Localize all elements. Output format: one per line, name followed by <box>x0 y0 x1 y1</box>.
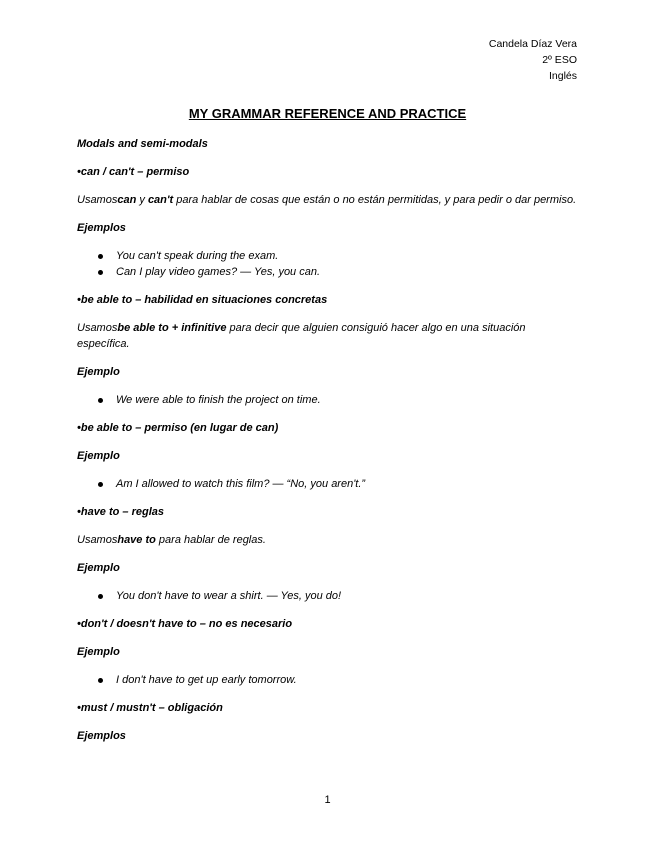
label-example: Ejemplo <box>77 450 120 462</box>
example-text: Am I allowed to watch this film? — “No, you aren't.” <box>116 478 366 490</box>
bullet-icon <box>98 482 103 487</box>
document-body <box>77 136 577 744</box>
para-text: para decir que alguien consiguió hacer algo en una situación específica. <box>77 322 526 350</box>
para-text: para hablar de cosas que están o no están permitidas, y para pedir o dar permiso. <box>173 194 577 206</box>
para-text: Usamos <box>77 534 118 546</box>
para-bold: can <box>117 194 137 206</box>
list-item <box>77 588 577 604</box>
section-title: Modals and semi-modals <box>77 138 208 150</box>
para-text: Usamos <box>77 322 118 334</box>
list-item <box>77 672 577 688</box>
heading-dont-have-to: •don't / doesn't have to – no es necesario <box>77 618 293 630</box>
paragraph-can <box>77 192 577 208</box>
student-name: Candela Díaz Vera <box>488 38 577 50</box>
heading-able-specific: •be able to – habilidad en situaciones concretas <box>77 294 328 306</box>
document-title: MY GRAMMAR REFERENCE AND PRACTICE <box>188 106 467 121</box>
label-example: Ejemplo <box>77 366 120 378</box>
para-bold: have to <box>117 534 156 546</box>
list-item <box>77 392 577 408</box>
page-number: 1 <box>324 794 331 806</box>
para-bold: can't <box>147 194 174 206</box>
heading-able-permission: •be able to – permiso (en lugar de can) <box>77 422 279 434</box>
para-text: Usamos <box>77 194 118 206</box>
examples-list-able-specific <box>77 392 577 408</box>
heading-have-to: •have to – reglas <box>77 506 165 518</box>
list-item <box>77 476 577 492</box>
label-examples: Ejemplos <box>77 222 126 234</box>
examples-list-can <box>77 248 577 280</box>
examples-list-dont-have-to <box>77 672 577 688</box>
heading-can: •can / can't – permiso <box>77 166 190 178</box>
examples-list-have-to <box>77 588 577 604</box>
paragraph-able-specific <box>77 320 577 352</box>
paragraph-have-to <box>77 532 577 548</box>
examples-list-able-permission <box>77 476 577 492</box>
example-text: We were able to finish the project on time. <box>116 394 321 406</box>
label-example: Ejemplo <box>77 562 120 574</box>
list-item <box>77 248 577 264</box>
bullet-icon <box>98 678 103 683</box>
example-text: You can't speak during the exam. <box>116 250 279 262</box>
para-text: y <box>136 194 148 206</box>
example-text: You don't have to wear a shirt. — Yes, you do! <box>116 590 342 602</box>
bullet-icon <box>98 594 103 599</box>
para-text: para hablar de reglas. <box>155 534 266 546</box>
student-subject: Inglés <box>548 70 577 82</box>
list-item <box>77 264 577 280</box>
bullet-icon <box>98 398 103 403</box>
label-example: Ejemplo <box>77 646 120 658</box>
example-text: Can I play video games? — Yes, you can. <box>116 266 321 278</box>
bullet-icon <box>98 254 103 259</box>
para-bold: be able to + infinitive <box>117 322 227 334</box>
student-course: 2º ESO <box>542 54 577 66</box>
bullet-icon <box>98 270 103 275</box>
example-text: I don't have to get up early tomorrow. <box>116 674 297 686</box>
student-header <box>489 36 577 84</box>
label-examples: Ejemplos <box>77 730 126 742</box>
heading-must: •must / mustn't – obligación <box>77 702 223 714</box>
